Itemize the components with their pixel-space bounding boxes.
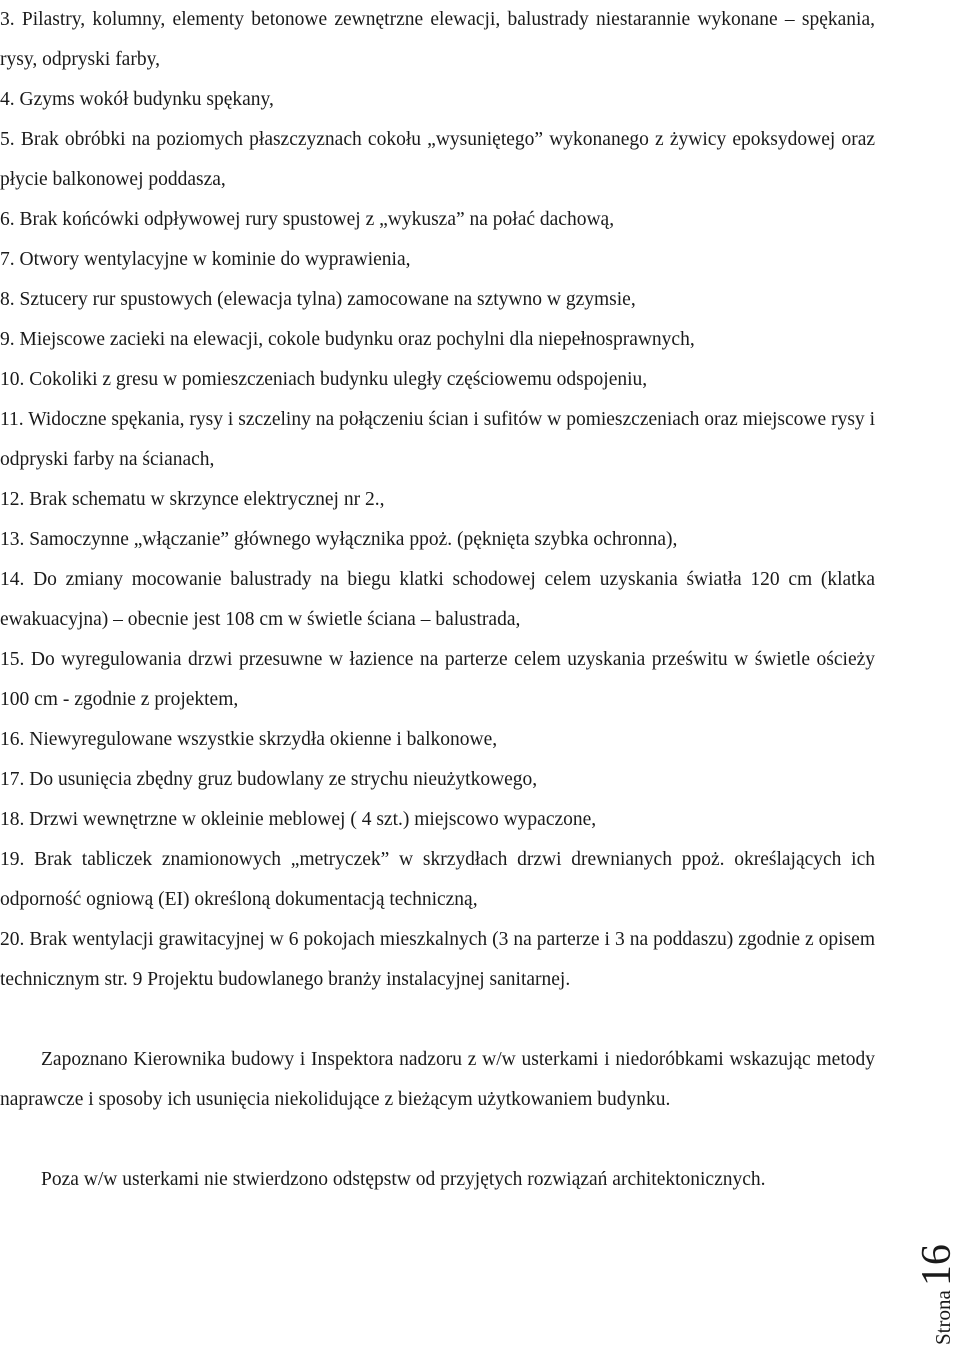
- item-number: 14.: [0, 569, 25, 590]
- item-number: 16.: [0, 729, 25, 750]
- item-text: Brak schematu w skrzynce elektrycznej nr 2.,: [29, 489, 385, 510]
- item-text: Niewyregulowane wszystkie skrzydła okienne i balkonowe,: [29, 729, 498, 750]
- item-text: Miejscowe zacieki na elewacji, cokole budynku oraz pochylni dla niepełnosprawnych,: [19, 329, 695, 350]
- item-number: 8.: [0, 289, 15, 310]
- item-number: 4.: [0, 89, 15, 110]
- list-item: [0, 80, 875, 120]
- item-text: Brak obróbki na poziomych płaszczyznach cokołu „wysuniętego” wykonanego z żywicy epoksydowej oraz płycie balkonowej poddasza,: [0, 129, 876, 190]
- item-number: 7.: [0, 249, 15, 270]
- item-number: 18.: [0, 809, 25, 830]
- list-item: [0, 280, 875, 320]
- page-label: Strona: [931, 1290, 955, 1345]
- item-text: Brak końcówki odpływowej rury spustowej z „wykusza” na połać dachową,: [19, 209, 615, 230]
- item-number: 11.: [0, 409, 24, 430]
- item-text: Widoczne spękania, rysy i szczeliny na połączeniu ścian i sufitów w pomieszczeniach oraz miejscowe rysy i odpryski farby na ścianach,: [0, 409, 875, 470]
- list-item: [0, 240, 875, 280]
- list-item: [0, 400, 875, 480]
- item-number: 13.: [0, 529, 25, 550]
- item-text: Cokoliki z gresu w pomieszczeniach budynku uległy częściowemu odspojeniu,: [29, 369, 648, 390]
- page-footer: [914, 1125, 960, 1345]
- item-text: Otwory wentylacyjne w kominie do wyprawienia,: [19, 249, 411, 270]
- list-item: [0, 560, 875, 640]
- list-item: [0, 800, 875, 840]
- item-text: Brak tabliczek znamionowych „metryczek” w skrzydłach drzwi drewnianych ppoż. określających ich odporność ogniową (EI) określoną dokumentacją techniczną,: [0, 849, 875, 910]
- paragraph-contractor-informed: Zapoznano Kierownika budowy i Inspektora nadzoru z w/w usterkami i niedoróbkami wskazując metody naprawcze i sposoby ich usunięcia niekolidujące z bieżącym użytkowaniem budynku.: [0, 1049, 875, 1110]
- list-item: [0, 480, 875, 520]
- item-text: Pilastry, kolumny, elementy betonowe zewnętrzne elewacji, balustrady niestarannie wykonane – spękania, rysy, odpryski farby,: [0, 9, 875, 70]
- item-text: Gzyms wokół budynku spękany,: [19, 89, 274, 110]
- item-number: 12.: [0, 489, 25, 510]
- item-text: Brak wentylacji grawitacyjnej w 6 pokojach mieszkalnych (3 na parterze i 3 na poddaszu) zgodnie z opisem technicznym str. 9 Projektu budowlanego branży instalacyjnej sanitarnej.: [0, 929, 875, 990]
- item-text: Sztucery rur spustowych (elewacja tylna) zamocowane na sztywno w gzymsie,: [19, 289, 636, 310]
- item-number: 5.: [0, 129, 15, 150]
- item-number: 10.: [0, 369, 25, 390]
- list-item: [0, 720, 875, 760]
- item-text: Do wyregulowania drzwi przesuwne w łazience na parterze celem uzyskania prześwitu w świetle ościeży 100 cm - zgodnie z projektem,: [0, 649, 876, 710]
- item-number: 15.: [0, 649, 25, 670]
- list-item: [0, 360, 875, 400]
- list-item: [0, 120, 875, 200]
- item-text: Drzwi wewnętrzne w okleinie meblowej ( 4 szt.) miejscowo wypaczone,: [29, 809, 597, 830]
- item-number: 9.: [0, 329, 15, 350]
- item-text: Do usunięcia zbędny gruz budowlany ze strychu nieużytkowego,: [29, 769, 538, 790]
- item-number: 19.: [0, 849, 25, 870]
- list-item: [0, 640, 875, 720]
- list-item: [0, 840, 875, 920]
- page-number: 16: [914, 1244, 960, 1287]
- list-item: [0, 920, 875, 1000]
- item-number: 3.: [0, 9, 15, 30]
- item-text: Samoczynne „włączanie” głównego wyłącznika ppoż. (pęknięta szybka ochronna),: [29, 529, 678, 550]
- list-item: [0, 520, 875, 560]
- list-item: [0, 200, 875, 240]
- list-item: [0, 0, 875, 80]
- item-number: 17.: [0, 769, 25, 790]
- list-item: [0, 320, 875, 360]
- item-number: 20.: [0, 929, 25, 950]
- item-number: 6.: [0, 209, 15, 230]
- list-item: [0, 760, 875, 800]
- item-text: Do zmiany mocowanie balustrady na biegu klatki schodowej celem uzyskania światła 120 cm (klatka ewakuacyjna) – obecnie jest 108 cm w świetle ściana – balustrada,: [0, 569, 876, 630]
- paragraph-no-deviations: Poza w/w usterkami nie stwierdzono odstępstw od przyjętych rozwiązań architektonicznych.: [41, 1169, 766, 1190]
